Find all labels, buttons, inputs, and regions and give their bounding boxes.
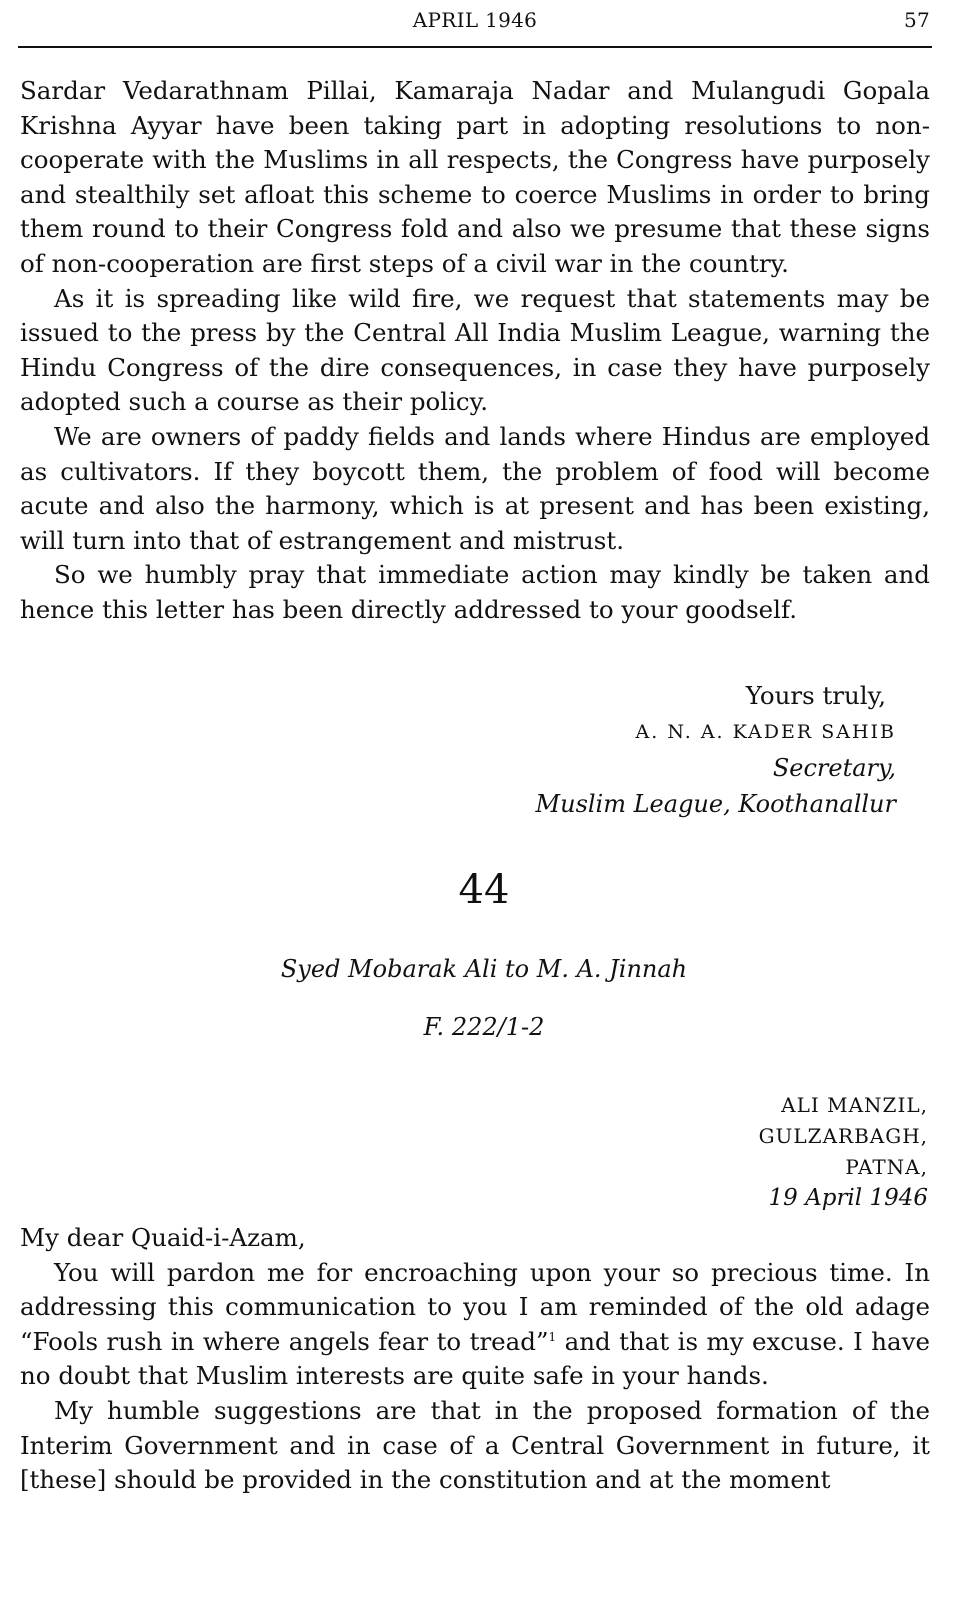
document-heading: Syed Mobarak Ali to M. A. Jinnah [280, 955, 688, 983]
signature-role: Secretary, [772, 754, 896, 782]
letter-44-body [20, 1221, 930, 1498]
address-line-2: GULZARBAGH, [758, 1124, 928, 1148]
running-head-title: APRIL 1946 [412, 8, 538, 32]
paragraph-1-text-b: and that is my excuse. I have no doubt that Muslim interests are quite safe in your hands. [20, 1326, 930, 1391]
signature-closing: Yours truly, [745, 681, 886, 710]
letter-44-paragraph-2: My humble suggestions are that in the proposed formation of the Interim Government and in case of a Central Government in future, it [these] should be provided in the constitution and at the moment [20, 1395, 930, 1495]
address-line-3: PATNA, [845, 1155, 928, 1179]
header-rule [18, 46, 932, 48]
salutation: My dear Quaid-i-Azam, [20, 1223, 306, 1252]
letter-43-signature [536, 678, 896, 822]
letter-43-paragraph-1: Sardar Vedarathnam Pillai, Kamaraja Nadar and Mulangudi Gopala Krishna Ayyar have been taking part in adopting resolutions to non-cooperate with the Muslims in all respects, the Congress have purposely and stealthily set afloat this scheme to coerce Muslims in order to bring them round to their Congress fold and also we presume that these signs of non-cooperation are first steps of a civil war in the country. [20, 76, 930, 278]
letter-43-paragraph-2: As it is spreading like wild fire, we request that statements may be issued to the press by the Central All India Muslim League, warning the Hindu Congress of the dire consequences, in case they have purposely adopted such a course as their policy. [20, 283, 930, 417]
page-number: 57 [903, 8, 930, 32]
address-line-1: ALI MANZIL, [781, 1093, 928, 1117]
document-number: 44 [458, 867, 510, 913]
letter-43-paragraph-4: So we humbly pray that immediate action may kindly be taken and hence this letter has been directly addressed to your goodself. [20, 560, 930, 624]
paragraph-1-text-a: You will pardon me for encroaching upon your so precious time. In addressing this communication to you I am reminded of the old adage “Fools rush in where angels fear to tread” [20, 1257, 930, 1356]
footnote-marker: 1 [548, 1329, 557, 1344]
signature-name: A. N. A. KADER SAHIB [635, 721, 896, 743]
document-reference: F. 222/1-2 [423, 1013, 545, 1041]
running-head [20, 8, 930, 40]
letter-date: 19 April 1946 [768, 1185, 928, 1211]
letter-43-body [20, 74, 930, 628]
signature-organization: Muslim League, Koothanallur [535, 790, 896, 818]
sender-address [759, 1090, 928, 1214]
letter-44-paragraph-1 [20, 1256, 930, 1394]
letter-43-paragraph-3: We are owners of paddy fields and lands where Hindus are employed as cultivators. If they boycott them, the problem of food will become acute and also the harmony, which is at present and has been existing, will turn into that of estrangement and mistrust. [20, 421, 930, 555]
